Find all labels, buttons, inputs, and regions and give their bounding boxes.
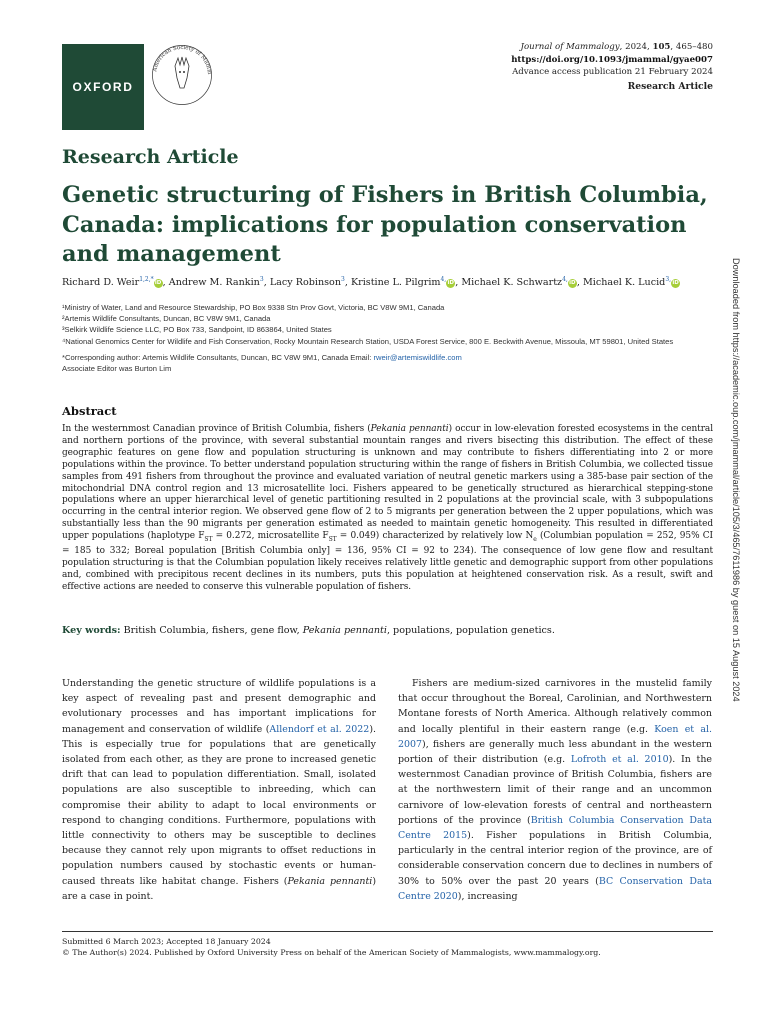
paper-title: Genetic structuring of Fishers in British Columbia, Canada: implications for population conservation and management xyxy=(62,182,708,267)
author[interactable]: Andrew M. Rankin$^3$ xyxy=(168,276,264,288)
author[interactable]: Kristine L. Pilgrim$^{4,}$iD xyxy=(350,276,454,288)
footer xyxy=(62,936,601,958)
abstract-text: In the westernmost Canadian province of British Columbia, fishers (Pekania pennanti) occur in low-elevation forested ecosystems in the central and northern portions of the province, with several substantial mountain ranges and rivers bisecting this distribution. The effect of these geographic features on gene flow and population structuring is unknown and may contribute to fishers differentiating into 2 or more populations within the province. To better understand population structuring within the range of fishers in British Columbia, we collected tissue samples from 491 fishers from throughout the province and evaluated variation of neutral genetic markers using a 385-base pair section of the mitochondrial DNA control region and 13 microsatellite loci. Fishers appeared to be genetically structured as hierarchical stepping-stone populations where an upper hierarchical level of genetic partitioning resulted in 2 populations at the provincial scale, with 3 subpopulations occurring in the central interior region. We observed gene flow of 2 to 5 migrants per generation between the 2 upper populations, which was substantially less than the 90 migrants per generation estimated as needed to maintain genetic homogeneity. This resulted in differentiated upper populations (haplotype $F_{ST} = 0.272$, microsatellite $F_{ST} = 0.049$) characterized by relatively low $N_e$ (Columbian population = 252, 95% CI = 185 to 332; Boreal population [British Columbia only] = 136, 95% CI = 92 to 234). The consequence of low gene flow and resultant population structuring is that the Columbian population likely receives relatively little genetic and demographic support from other populations and, combined with precipitous recent declines in its numbers, puts this population at heightened conservation risk. As a result, swift and effective actions are needed to conserve this vulnerable population of fishers. xyxy=(62,424,714,592)
orcid-icon[interactable]: iD xyxy=(447,280,454,286)
affiliation: ²Artemis Wildlife Consultants, Duncan, BC V8W 9M1, Canada xyxy=(62,314,271,324)
oxford-logo: OXFORD xyxy=(62,44,144,130)
download-watermark: Downloaded from https://academic.oup.com/jmammal/article/105/3/465/7611986 by guest on 15 August 2024 xyxy=(731,258,741,702)
abstract-heading: Abstract xyxy=(62,404,117,418)
doi-link[interactable]: https://doi.org/10.1093/jmammal/gyae007 xyxy=(511,54,713,65)
affiliation: ¹Ministry of Water, Land and Resource Stewardship, PO Box 9338 Stn Prov Govt, Victoria, BC V8W 9M1, Canada xyxy=(62,303,445,312)
body-column-left: Understanding the genetic structure of wildlife populations is a key aspect of revealing past and present demographic and evolutionary processes and has important implications for management and conservation of wildlife (Allendorf et al. 2022). This is especially true for populations that are genetically isolated from each other, as they are prone to increased genetic drift that can lead to population differentiation. Small, isolated populations are also susceptible to inbreeding, which can compromise their ability to adapt to local environments or respond to changing conditions. Furthermore, populations with little connectivity to others may be susceptible to declines because they cannot rely upon migrants to offset reductions in population numbers caused by stochastic events or human-caused threats like habitat change. Fishers (Pekania pennanti) are a case in point. xyxy=(62,678,376,902)
orcid-icon[interactable]: iD xyxy=(569,280,576,286)
email-link[interactable]: rweir@artemiswildlife.com xyxy=(373,352,462,362)
article-type: Research Article xyxy=(627,80,713,92)
body-column-right: Fishers are medium-sized carnivores in the mustelid family that occur throughout the Boreal, Carolinian, and Northwestern Montane forests of North America. Although relatively common and locally plentiful in their eastern range (e.g. Koen et al. 2007), fishers are generally much less abundant in the western portion of their distribution (e.g. Lofroth et al. 2010). In the westernmost Canadian province of British Columbia, fishers are at the northwestern limit of their range and an uncommon carnivore of low-elevation forests of central and northeastern portions of the province (British Columbia Conservation Data Centre 2015). Fisher populations in British Columbia, particularly in the central interior region of the province, are of considerable conservation concern due to declines in numbers of 30% to 50% over the past 20 years (BC Conservation Data Centre 2020), increasing xyxy=(398,678,712,902)
citation-link[interactable]: Allendorf et al. 2022 xyxy=(269,723,370,735)
citation-link[interactable]: British Columbia Conservation Data Centre 2015 xyxy=(398,814,712,842)
society-seal-icon xyxy=(151,44,213,106)
keywords: Key words: British Columbia, fishers, gene flow, Pekania pennanti, populations, population genetics. xyxy=(62,625,555,636)
corresponding-author: *Corresponding author: Artemis Wildlife Consultants, Duncan, BC V8W 9M1, Canada Email: rweir@artemiswildlife.com xyxy=(62,352,462,362)
author-list: Richard D. Weir$^{1,2,*}$iD, Andrew M. Rankin$^3$, Lacy Robinson$^3$, Kristine L. Pilgrim$^{4,}$iD, Michael K. Schwartz$^{4,}$iD, Michael K. Lucid$^{3,}$iD xyxy=(62,276,679,288)
author[interactable]: Lacy Robinson$^3$ xyxy=(269,276,345,288)
svg-text:American Society of Mammalogis: American Society of Mamm xyxy=(152,44,213,75)
author[interactable]: Michael K. Schwartz$^{4,}$iD xyxy=(461,276,576,288)
journal-name: Journal of Mammalogy xyxy=(520,42,620,52)
citation-link[interactable]: Lofroth et al. 2010 xyxy=(570,754,669,766)
associate-editor: Associate Editor was Burton Lim xyxy=(62,364,172,374)
citation-link[interactable]: Koen et al. 2007 xyxy=(398,723,712,750)
submission-dates: Submitted 6 March 2023; Accepted 18 January 2024 xyxy=(62,937,271,946)
orcid-icon[interactable]: iD xyxy=(672,280,679,286)
citation-link[interactable]: BC Conservation Data Centre 2020 xyxy=(398,875,712,902)
author[interactable]: Michael K. Lucid$^{3,}$iD xyxy=(582,276,679,288)
affiliations xyxy=(62,302,714,374)
footer-divider xyxy=(62,931,713,932)
section-heading: Research Article xyxy=(62,146,239,168)
advance-access: Advance access publication 21 February 2024 xyxy=(512,67,713,77)
affiliation: ⁴National Genomics Center for Wildlife and Fish Conservation, Rocky Mountain Research Station, USDA Forest Service, 800 E. Beckwith Avenue, Missoula, MT 59801, United States xyxy=(62,336,674,346)
author[interactable]: Richard D. Weir$^{1,2,*}$iD xyxy=(62,276,162,288)
affiliation: ³Selkirk Wildlife Science LLC, PO Box 733, Sandpoint, ID 863864, United States xyxy=(62,325,332,335)
orcid-icon[interactable]: iD xyxy=(154,280,162,286)
copyright: © The Author(s) 2024. Published by Oxford University Press on behalf of the American Society of Mammalogists, www.mammalogy.org. xyxy=(62,948,601,957)
journal-meta: Journal of Mammalogy, 2024, 105, 465–480 https://doi.org/10.1093/jmammal/gyae007 Advance access publication 21 February 2024 Research Article xyxy=(511,42,713,92)
